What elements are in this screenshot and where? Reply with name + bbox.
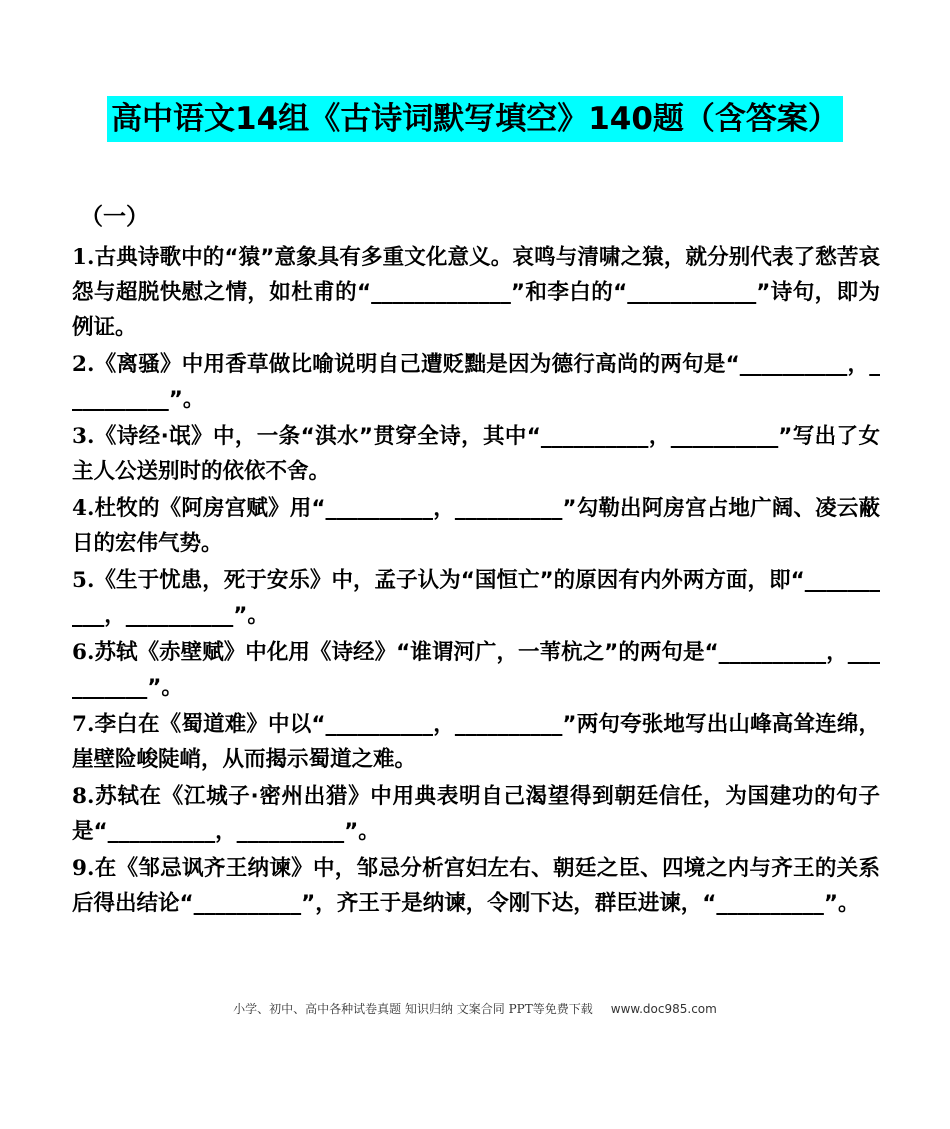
section-heading: （一） bbox=[80, 204, 149, 230]
question-number: 2. bbox=[72, 352, 95, 377]
question-item bbox=[72, 851, 880, 921]
footer-text: 小学、初中、高中各种试卷真题 知识归纳 文案合同 PPT等免费下载 bbox=[233, 1002, 593, 1016]
question-item bbox=[72, 779, 880, 849]
question-item bbox=[72, 491, 880, 561]
question-text: 杜牧的《阿房宫赋》用“__________，__________”勾勒出阿房宫占地广阔、凌云蔽日的宏伟气势。 bbox=[72, 496, 880, 556]
question-item bbox=[72, 240, 880, 345]
question-item bbox=[72, 347, 880, 417]
title-container bbox=[0, 96, 950, 142]
page-title: 高中语文14组《古诗词默写填空》140题（含答案） bbox=[107, 96, 843, 142]
question-number: 1. bbox=[72, 245, 95, 270]
question-number: 5. bbox=[72, 568, 95, 593]
question-text: 李白在《蜀道难》中以“__________，__________”两句夸张地写出山峰高耸连绵，崖壁险峻陡峭，从而揭示蜀道之难。 bbox=[72, 712, 880, 772]
question-text: 在《邹忌讽齐王纳谏》中，邹忌分析宫妇左右、朝廷之臣、四境之内与齐王的关系后得出结论“__________”，齐王于是纳谏，令刚下达，群臣进谏，“__________”。 bbox=[72, 856, 880, 916]
question-number: 9. bbox=[72, 856, 95, 881]
question-text: 《诗经·氓》中，一条“淇水”贯穿全诗，其中“__________，__________”写出了女主人公送别时的依依不舍。 bbox=[72, 424, 880, 484]
question-list bbox=[72, 240, 880, 923]
question-number: 8. bbox=[72, 784, 95, 809]
question-item bbox=[72, 563, 880, 633]
question-item bbox=[72, 419, 880, 489]
footer-url[interactable]: www.doc985.com bbox=[610, 1002, 717, 1016]
question-number: 6. bbox=[72, 640, 95, 665]
question-text: 《离骚》中用香草做比喻说明自己遭贬黜是因为德行高尚的两句是“__________，__________”。 bbox=[72, 352, 880, 412]
question-number: 3. bbox=[72, 424, 95, 449]
question-text: 苏轼《赤壁赋》中化用《诗经》“谁谓河广，一苇杭之”的两句是“__________，__________”。 bbox=[72, 640, 880, 700]
question-item bbox=[72, 707, 880, 777]
question-number: 4. bbox=[72, 496, 95, 521]
question-item bbox=[72, 635, 880, 705]
page-footer bbox=[0, 1000, 950, 1017]
question-number: 7. bbox=[72, 712, 95, 737]
question-text: 古典诗歌中的“猿”意象具有多重文化意义。哀鸣与清啸之猿，就分别代表了愁苦哀怨与超脱快慰之情，如杜甫的“_____________”和李白的“____________”诗句，即为例证。 bbox=[72, 245, 880, 340]
question-text: 苏轼在《江城子·密州出猎》中用典表明自己渴望得到朝廷信任，为国建功的句子是“__________，__________”。 bbox=[72, 784, 880, 844]
question-text: 《生于忧患，死于安乐》中，孟子认为“国恒亡”的原因有内外两方面，即“__________，__________”。 bbox=[72, 568, 880, 628]
